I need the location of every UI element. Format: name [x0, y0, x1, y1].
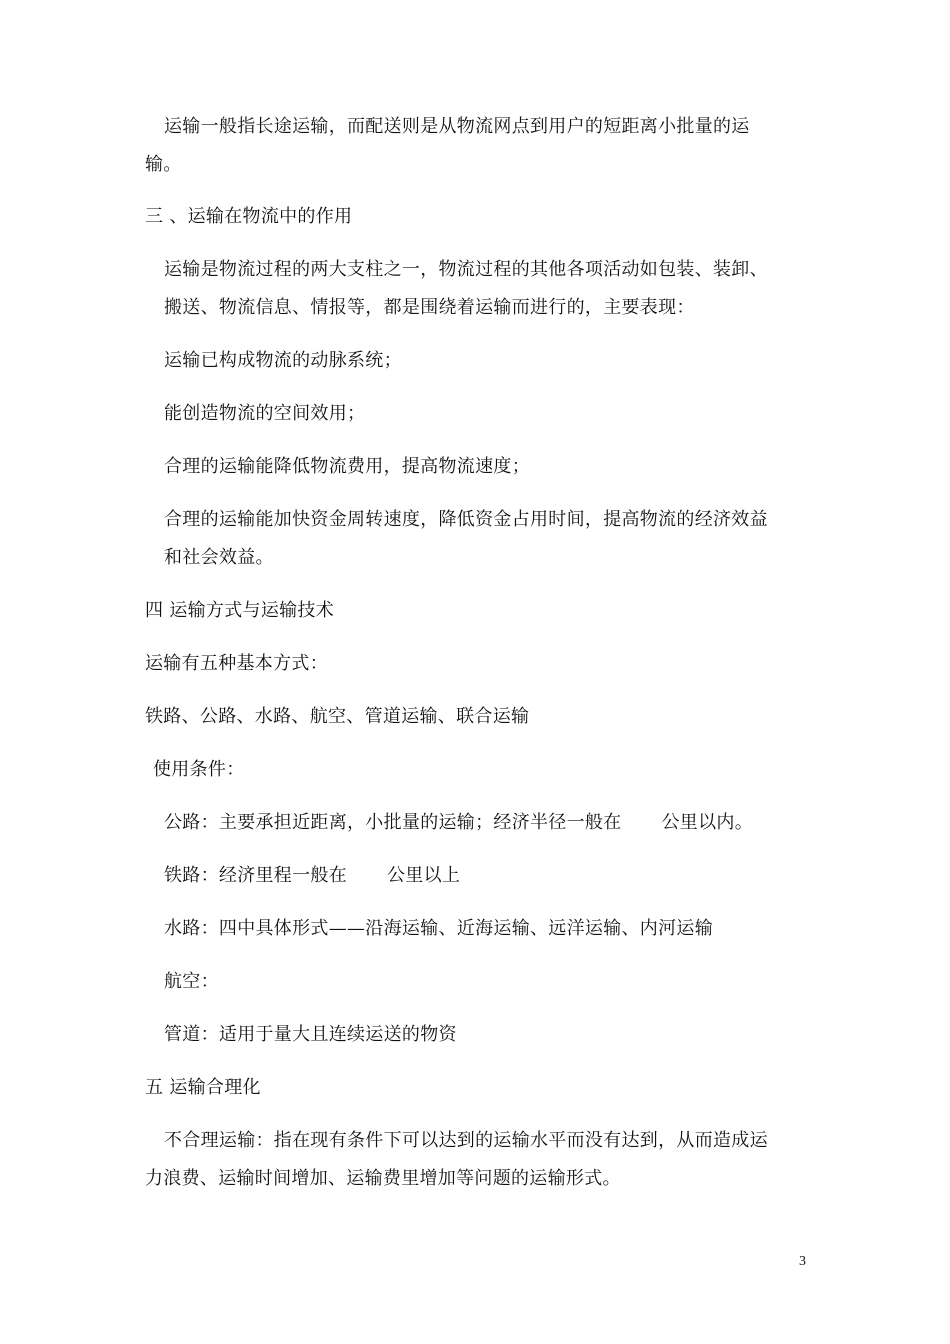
list-item: 合理的运输能加快资金周转速度，降低资金占用时间，提高物流的经济效益	[164, 509, 768, 530]
list-item	[164, 865, 460, 887]
list-item: 和社会效益。	[164, 547, 274, 568]
list-item: 运输已构成物流的动脉系统；	[164, 350, 402, 371]
paragraph-line: 运输有五种基本方式：	[145, 653, 328, 674]
paragraph-line: 使用条件：	[153, 759, 245, 780]
section-heading: 三 、运输在物流中的作用	[145, 206, 353, 227]
rail-text-b: 公里以上	[387, 865, 461, 886]
paragraph-line: 铁路、公路、水路、航空、管道运输、联合运输	[145, 706, 530, 727]
paragraph-line: 输。	[145, 154, 182, 175]
road-text-b: 公里以内。	[661, 812, 753, 833]
list-item	[164, 812, 753, 834]
list-item: 水路：四中具体形式——沿海运输、近海运输、远洋运输、内河运输	[164, 918, 713, 939]
road-text-a: 公路：主要承担近距离，小批量的运输；经济半径一般在	[164, 812, 622, 833]
list-item: 合理的运输能降低物流费用，提高物流速度；	[164, 456, 530, 477]
paragraph-line: 运输是物流过程的两大支柱之一，物流过程的其他各项活动如包装、装卸、	[164, 259, 768, 280]
paragraph-line: 力浪费、运输时间增加、运输费里增加等问题的运输形式。	[145, 1168, 621, 1189]
paragraph-line: 搬送、物流信息、情报等，都是围绕着运输而进行的，主要表现：	[164, 297, 695, 318]
list-item: 管道：适用于量大且连续运送的物资	[164, 1024, 457, 1045]
paragraph-line: 运输一般指长途运输，而配送则是从物流网点到用户的短距离小批量的运	[164, 116, 750, 137]
section-heading: 五 运输合理化	[145, 1077, 261, 1098]
rail-text-a: 铁路：经济里程一般在	[164, 865, 347, 886]
list-item: 能创造物流的空间效用；	[164, 403, 366, 424]
page-number: 3	[799, 1254, 806, 1269]
paragraph-line: 不合理运输：指在现有条件下可以达到的运输水平而没有达到，从而造成运	[164, 1130, 768, 1151]
section-heading: 四 运输方式与运输技术	[145, 600, 335, 621]
list-item: 航空：	[164, 971, 219, 992]
